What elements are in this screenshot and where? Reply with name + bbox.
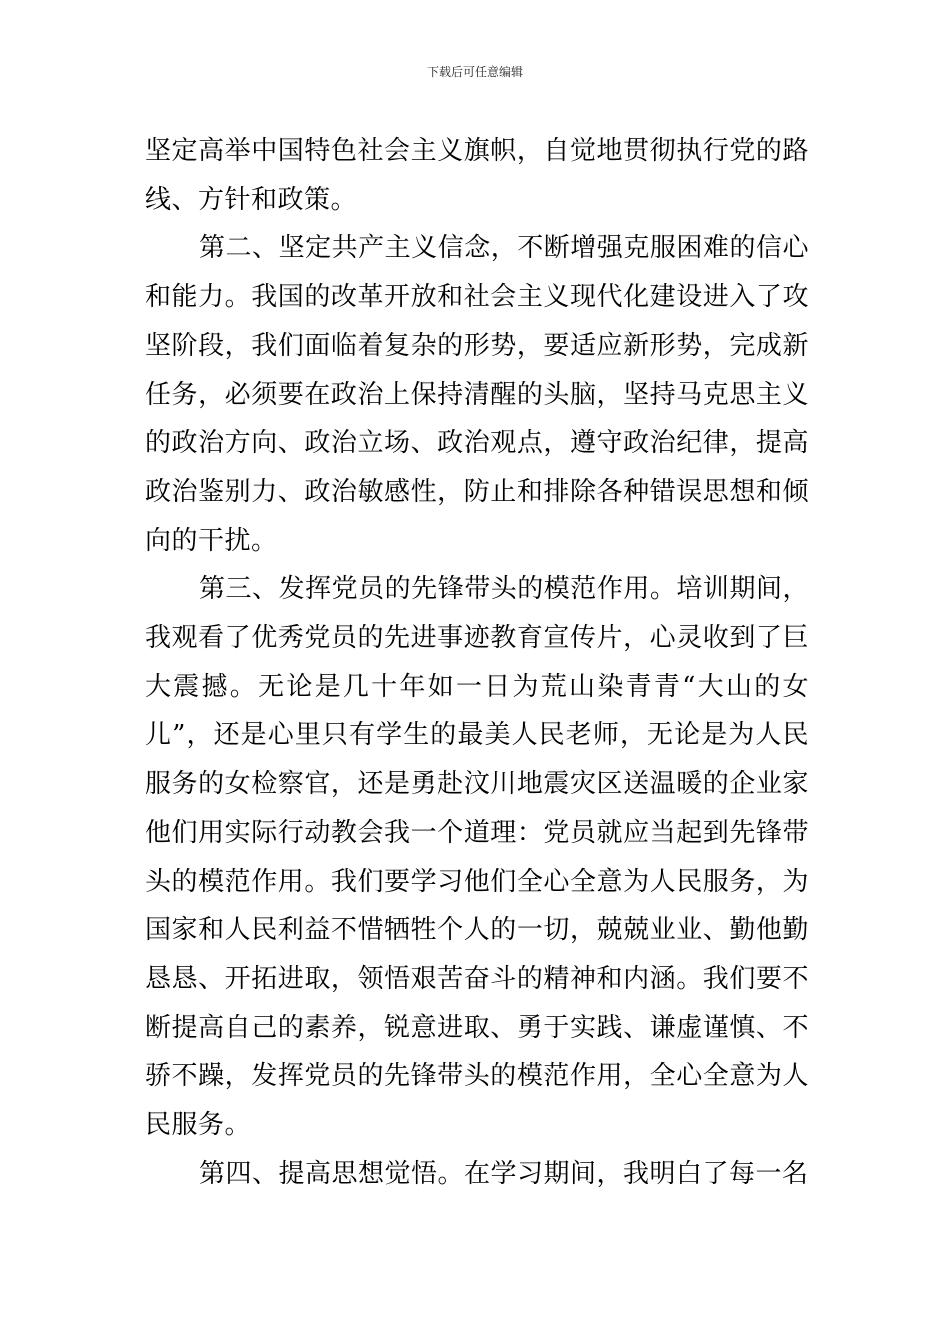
paragraph-2: 第二、坚定共产主义信念，不断增强克服困难的信心和能力。我国的改革开放和社会主义现代化建设进入了攻坚阶段，我们面临着复杂的形势，要适应新形势，完成新任务，必须要在政治上保持清醒的头脑，坚持马克思主义的政治方向、政治立场、政治观点，遵守政治纪律，提高政治鉴别力、政治敏感性，防止和排除各种错误思想和倾向的干扰。 [145,233,809,556]
paragraph-3: 第三、发挥党员的先锋带头的模范作用。培训期间，我观看了优秀党员的先进事迹教育宣传片，心灵收到了巨大震撼。无论是几十年如一日为荒山染青青“大山的女儿”，还是心里只有学生的最美人民老师，无论是为人民服务的女检察官，还是勇赴汶川地震灾区送温暖的企业家他们用实际行动教会我一个道理：党员就应当起到先锋带头的模范作用。我们要学习他们全心全意为人民服务，为国家和人民利益不惜牺牲个人的一切，兢兢业业、勤他勤恳恳、开拓进取，领悟艰苦奋斗的精神和内涵。我们要不断提高自己的素养，锐意进取、勇于实践、谦虚谨慎、不骄不躁，发挥党员的先锋带头的模范作用，全心全意为人民服务。 [145,574,809,1141]
page-header: 下载后可任意编辑 [426,65,523,79]
document-body [145,127,809,1198]
paragraph-1: 坚定高举中国特色社会主义旗帜，自觉地贯彻执行党的路线、方针和政策。 [145,136,809,215]
paragraph-4: 第四、提高思想觉悟。在学习期间，我明白了每一名 [199,1158,809,1189]
